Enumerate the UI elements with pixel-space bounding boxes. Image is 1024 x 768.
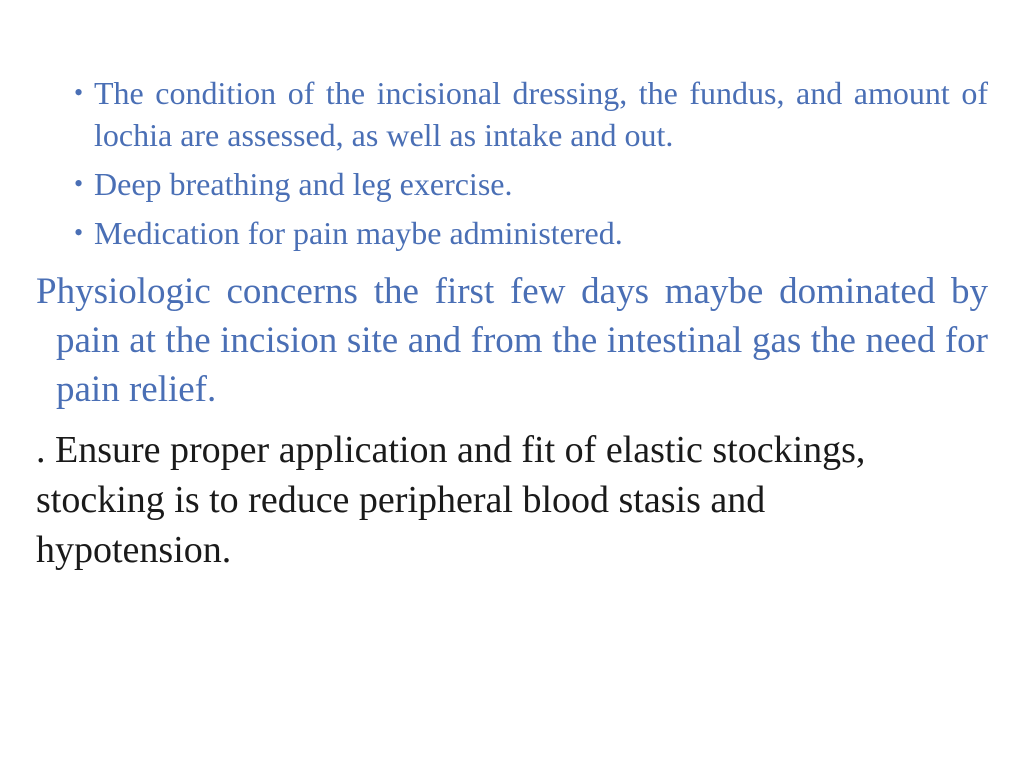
elastic-stockings-paragraph: . Ensure proper application and fit of elastic stockings, stocking is to reduce peripheral blood stasis and hypotension. <box>36 429 866 571</box>
bullet-dot-icon: • <box>74 78 84 107</box>
bullet-list <box>72 72 988 261</box>
physiologic-concerns-paragraph: Physiologic concerns the first few days maybe dominated by pain at the incision site and from the intestinal gas the need for pain relief. <box>36 271 988 410</box>
bullet-dot-icon: • <box>74 169 84 198</box>
bullet-item <box>72 212 988 254</box>
bullet-text-assessment: The condition of the incisional dressing, the fundus, and amount of lochia are assessed, as well as intake and out. <box>94 75 988 153</box>
bullet-item <box>72 163 988 205</box>
bullet-text-medication: Medication for pain maybe administered. <box>94 215 623 251</box>
bullet-dot-icon: • <box>74 218 84 247</box>
bullet-text-exercise: Deep breathing and leg exercise. <box>94 166 513 202</box>
bullet-item <box>72 72 988 156</box>
